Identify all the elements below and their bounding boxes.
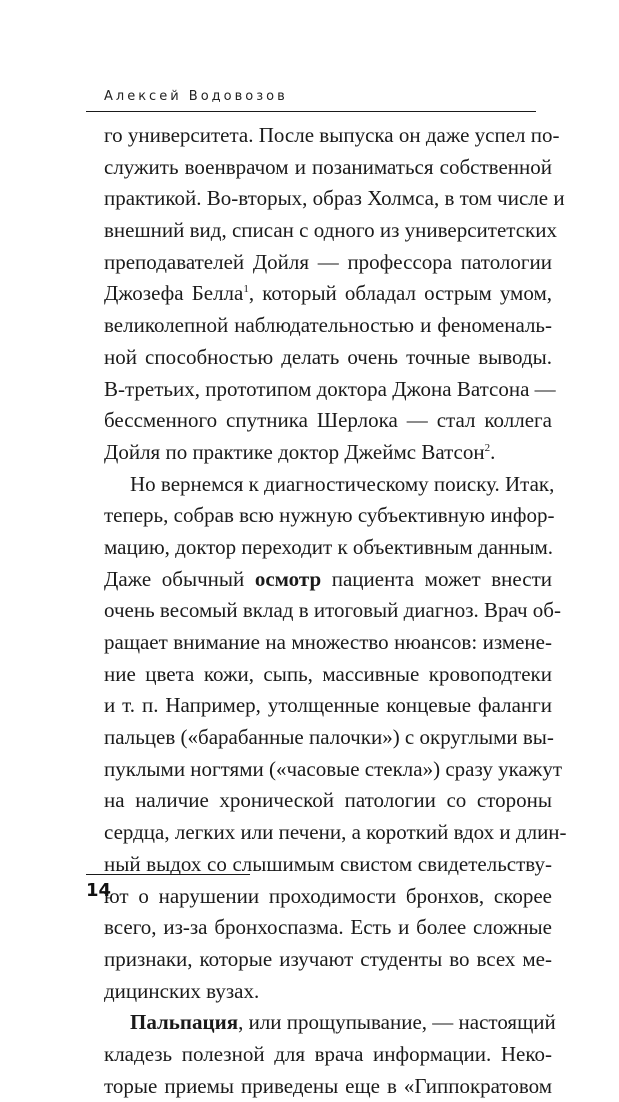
body-text [104,120,567,1102]
text-line: теперь, собрав всю нужную субъективную инфор- [104,503,555,528]
text-line: и т. п. Например, утолщенные концевые фаланги [104,693,552,718]
text-line: служить военврачом и позаниматься собственной [104,154,552,179]
footnote-marker: 1 [243,283,249,296]
header-rule [86,111,536,112]
text-line: на наличие хронической патологии со стороны [104,788,552,813]
text-line: ют о нарушении проходимости бронхов, скорее [104,883,552,908]
text-line: практикой. Во-вторых, образ Холмса, в том числе и [104,186,565,211]
footnote-marker: 2 [484,441,491,454]
text-line: преподавателей Дойля — профессора патологии [104,249,552,274]
text-line: В-третьих, прототипом доктора Джона Ватсона — [104,376,556,401]
text-line [104,564,552,596]
bold-term: осмотр [254,566,322,591]
text-run: Даже обычный [104,566,255,591]
bold-term: Пальпация [130,1010,239,1035]
text-line [104,437,552,469]
text-line [104,1007,556,1039]
text-line: мацию, доктор переходит к объективным данным. [104,534,554,559]
text-line: бессменного спутника Шерлока — стал коллега [104,408,552,433]
text-line: ный выдох со слышимым свистом свидетельству- [104,851,552,876]
text-line: торые приемы приведены еще в «Гиппократовом [104,1073,552,1098]
text-line: Но вернемся к диагностическому поиску. Итак, [130,471,555,496]
text-line: ной способностью делать очень точные выводы. [104,344,552,369]
page-number: 14 [86,880,112,901]
text-run: . [490,439,496,464]
text-run: Дойля по практике доктор Джеймс Ватсон [104,439,485,464]
text-line: дицинских вузах. [104,978,260,1003]
running-head-author: Алексей Водовозов [104,89,288,104]
text-line: го университета. После выпуска он даже успел по- [104,123,560,147]
text-line: признаки, которые изучают студенты во всех ме- [104,946,552,971]
text-line: пальцев («барабанные палочки») с округлыми вы- [104,725,554,750]
text-line [104,278,552,310]
footer-rule [86,874,250,875]
text-run: пациента может внести [321,566,552,591]
text-line: внешний вид, списан с одного из университетских [104,218,557,243]
text-line: ращает внимание на множество нюансов: измене- [104,630,552,654]
text-run: , или прощупывание, — настоящий [238,1010,556,1035]
text-line: очень весомый вклад в итоговый диагноз. Врач об- [104,598,561,623]
text-line: сердца, легких или печени, а короткий вдох и длин- [104,820,567,845]
text-line: ние цвета кожи, сыпь, массивные кровоподтеки [104,661,552,686]
text-line: всего, из-за бронхоспазма. Есть и более сложные [104,915,552,940]
text-run: Джозефа Белла [104,281,244,306]
text-run: , который обладал острым умом, [248,281,552,306]
text-line: кладезь полезной для врача информации. Неко- [104,1041,552,1066]
text-line: пуклыми ногтями («часовые стекла») сразу укажут [104,756,562,781]
text-line: великолепной наблюдательностью и феноменаль- [104,313,552,338]
